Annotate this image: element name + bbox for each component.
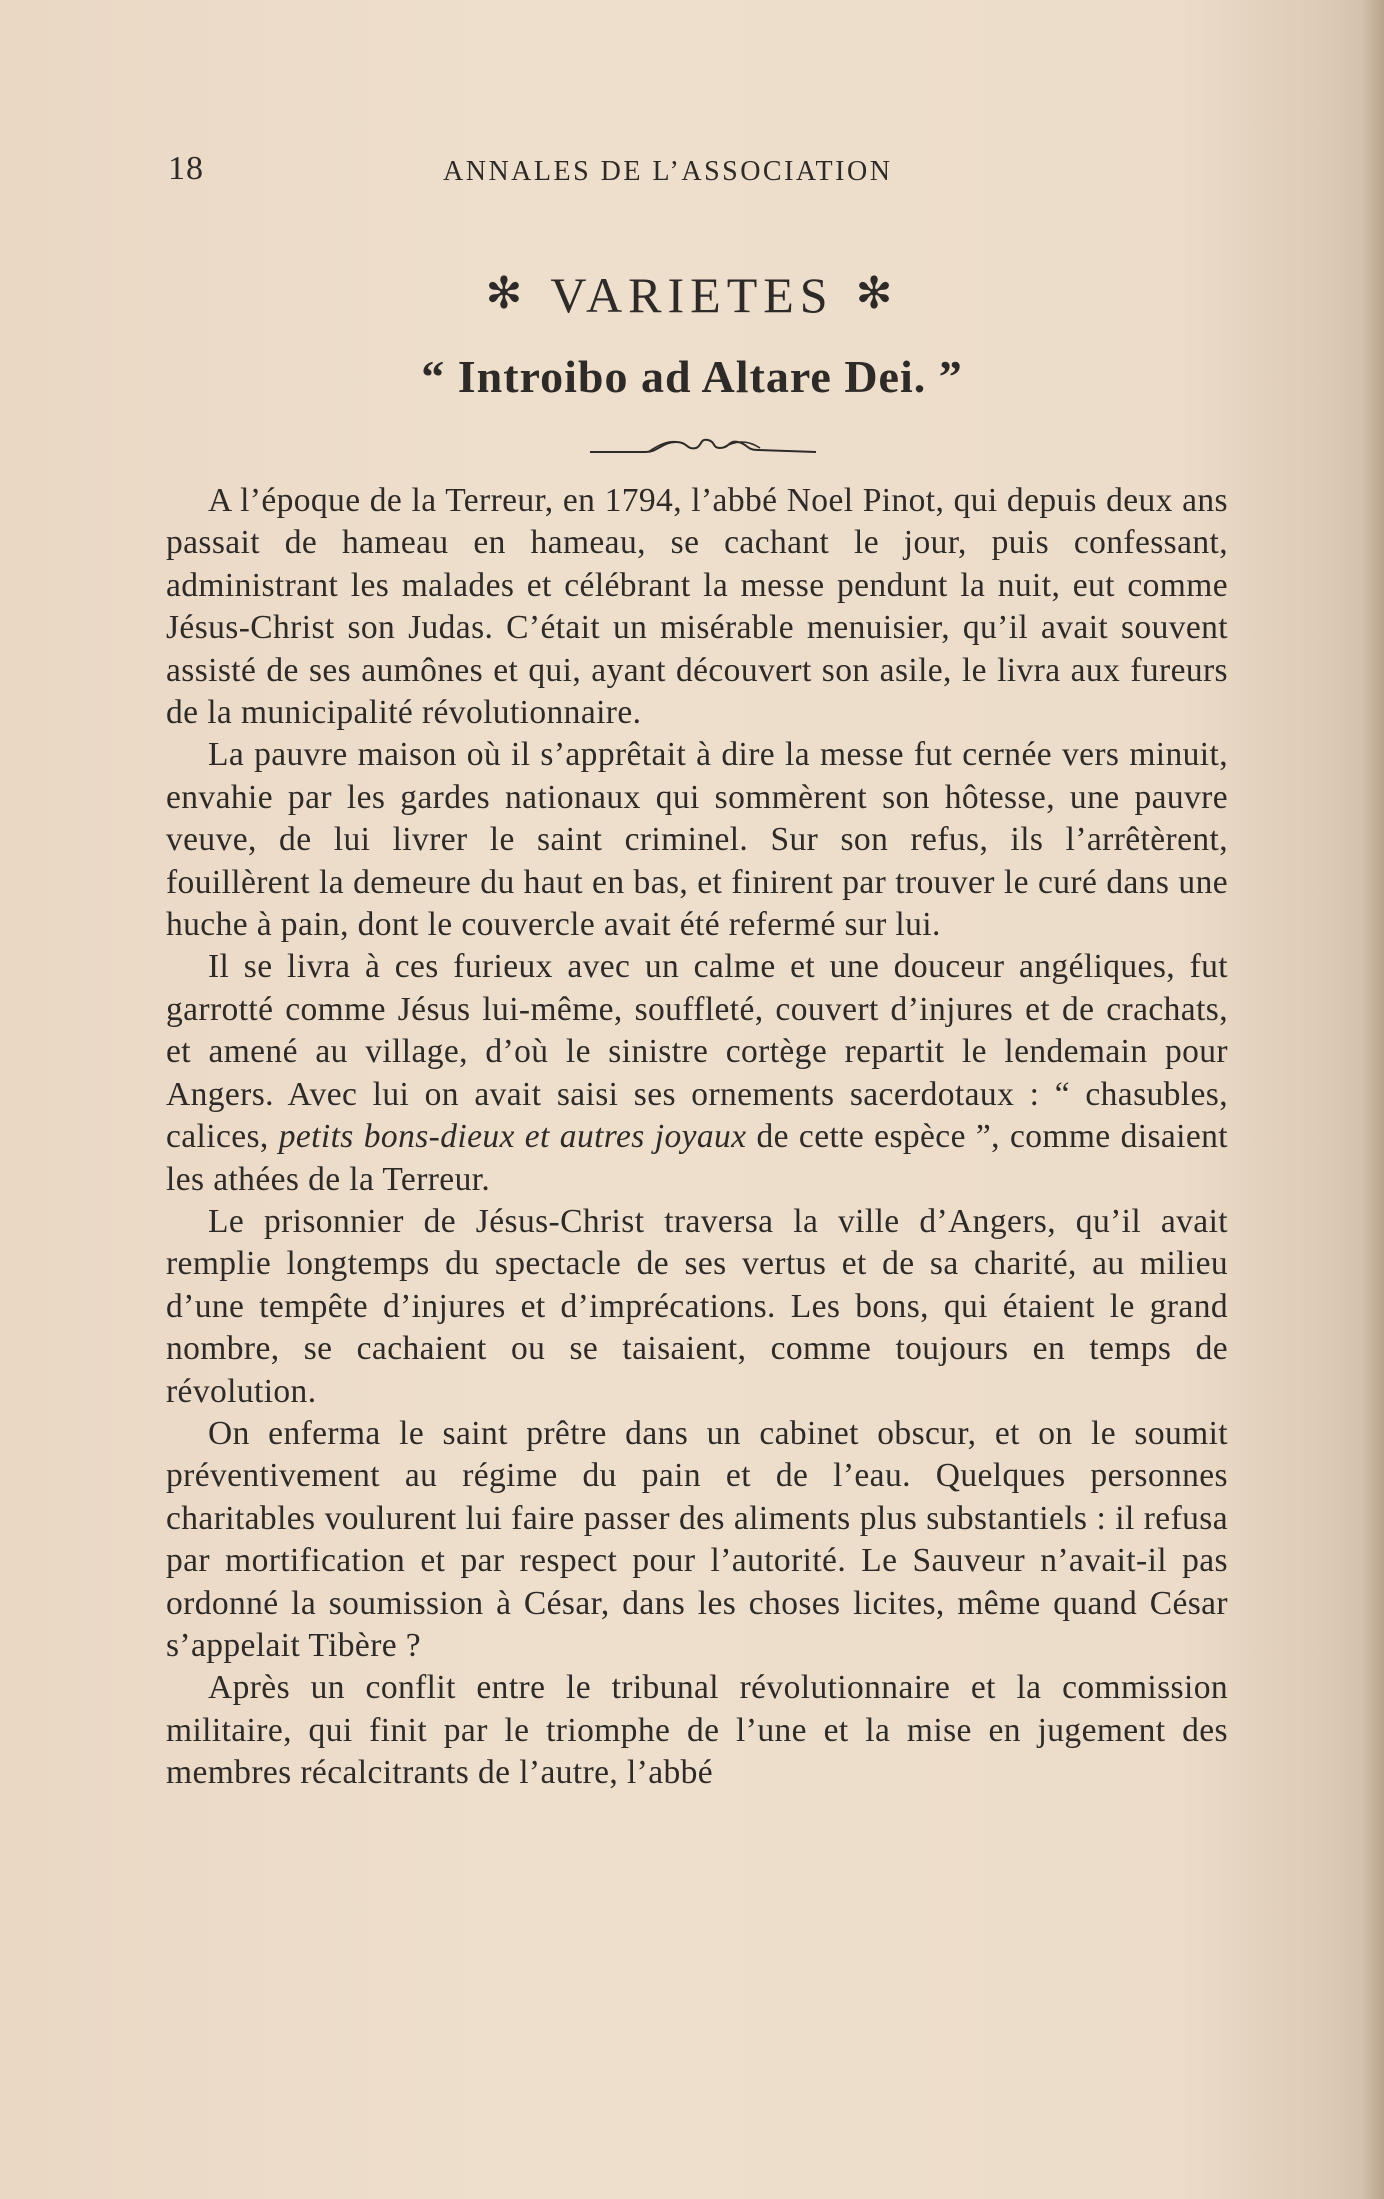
paragraph: Le prisonnier de Jésus-Christ traversa la ville d’Angers, qu’il avait remplie longtemps du spectacle de ses vertus et de sa charité, au milieu d’une tempête d’injures et d’imprécations. Les bons, qui étaient le grand nombre, se cachaient ou se taisaient, comme toujours en temps de révolution.: [166, 1202, 1228, 1410]
paragraph: La pauvre maison où il s’apprêtait à dire la messe fut cernée vers minuit, envahie par les gardes nationaux qui sommèrent son hôtesse, une pauvre veuve, de lui livrer le saint criminel. Sur son refus, ils l’arrêtèrent, fouillèrent la demeure du haut en bas, et finirent par trouver le curé dans une huche à pain, dont le couvercle avait été refermé sur lui.: [166, 736, 1228, 944]
section-heading: [0, 266, 1384, 324]
article-title: “ Introibo ad Altare Dei. ”: [421, 351, 963, 402]
paragraph: A l’époque de la Terreur, en 1794, l’abbé Noel Pinot, qui depuis deux ans passait de hameau en hameau, se cachant le jour, puis confessant, administrant les malades et célébrant la messe pendunt la nuit, eut comme Jésus-Christ son Judas. C’était un misérable menuisier, qu’il avait souvent assisté de ses aumônes et qui, ayant découvert son asile, le livra aux fureurs de la municipalité révolutionnaire.: [166, 482, 1228, 732]
paragraph-text: Il se livra à ces furieux avec un calme et une douceur angéliques, fut garrotté comme Jésus lui-même, souffleté, couvert d’injures et de crachats, et amené au village, d’où le sinistre cortège repartit le lendemain pour Angers. Avec lui on avait saisi ses ornements sacerdotaux : “ chasubles, calices,: [166, 948, 1228, 1156]
star-ornament-left-icon: ✻: [485, 269, 529, 318]
paragraph-text: de cette espèce ”, comme disaient les athées de la Terreur.: [166, 1118, 1228, 1198]
flourish-divider-icon: [588, 432, 818, 458]
italic-quote: petits bons-dieux et autres joyaux: [278, 1118, 747, 1156]
page-number: 18: [168, 150, 204, 187]
paragraph: On enferma le saint prêtre dans un cabinet obscur, et on le soumit préventivement au régime du pain et de l’eau. Quelques personnes charitables voulurent lui faire passer des aliments plus substantiels : il refusa par mortification et par respect pour l’autorité. Le Sauveur n’avait-il pas ordonné la soumission à César, dans les choses licites, même quand César s’appelait Tibère ?: [166, 1414, 1228, 1664]
star-ornament-right-icon: ✻: [855, 269, 899, 318]
article-body: [166, 480, 1228, 1795]
running-title: ANNALES DE L’ASSOCIATION: [443, 156, 893, 187]
running-head: [168, 150, 1228, 200]
section-heading-text: VARIETES: [550, 267, 834, 323]
page-edge-shadow: [1362, 0, 1384, 2199]
paragraph: Après un conflit entre le tribunal révolutionnaire et la commission militaire, qui finit par le triomphe de l’une et la mise en jugement des membres récalcitrants de l’autre, l’abbé: [166, 1669, 1228, 1792]
paragraph: [166, 946, 1228, 1200]
